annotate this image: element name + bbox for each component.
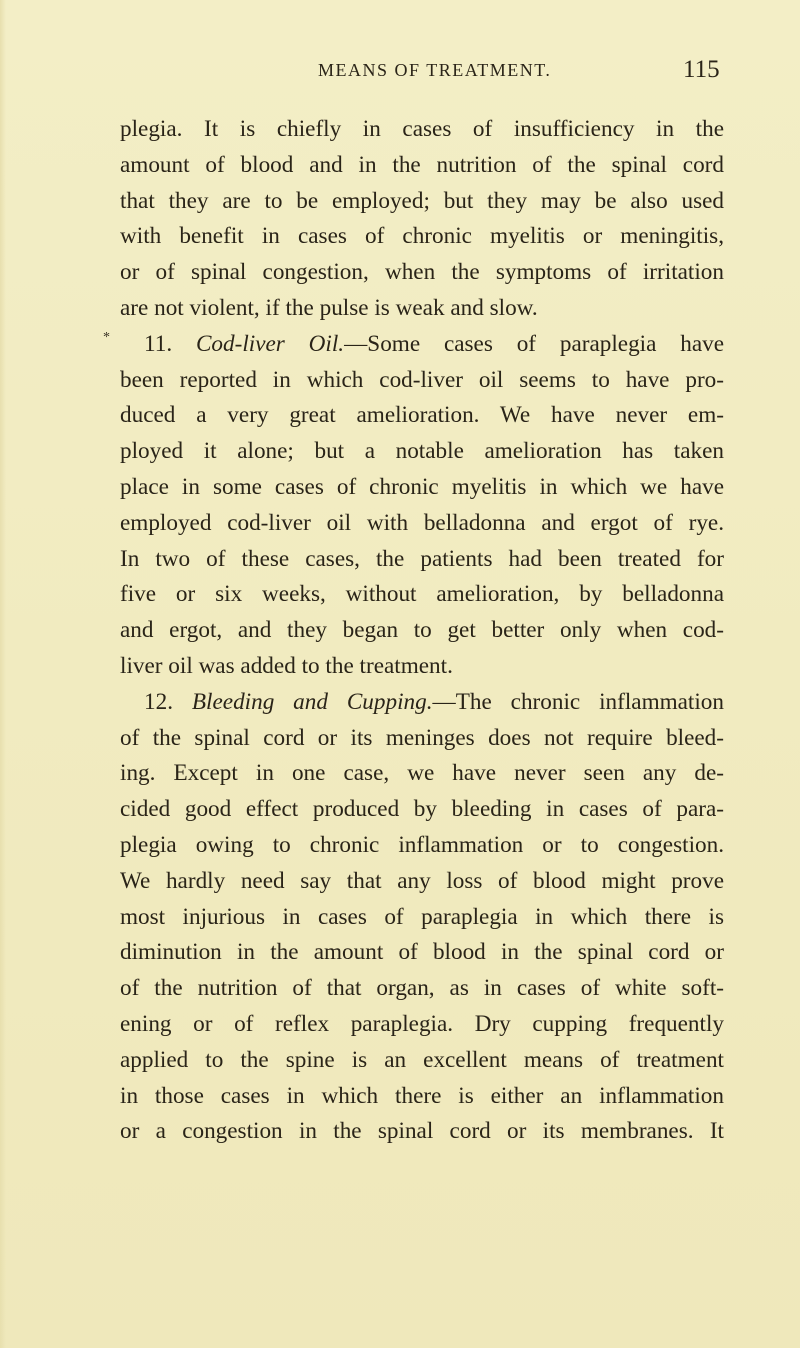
section-heading-line — [120, 685, 724, 721]
page-edge-shadow — [0, 0, 6, 1348]
text-line: ployed it alone; but a notable amelioration has taken — [120, 438, 724, 465]
paragraph-bleeding-and-cupping — [120, 685, 724, 1150]
text-line: employed cod-liver oil with belladonna and ergot of rye. — [120, 509, 724, 536]
text-line: duced a very great amelioration. We have never em- — [120, 402, 724, 429]
text-line: ening or of reflex paraplegia. Dry cupping frequently — [120, 1010, 724, 1037]
section-title: Bleeding and Cupping. — [191, 688, 433, 715]
paragraph-continuation — [120, 112, 724, 327]
text-line: place in some cases of chronic myelitis in which we have — [120, 473, 724, 500]
section-number: 11. — [144, 330, 173, 357]
text-line: liver oil was added to the treatment. — [120, 652, 453, 679]
text-line: of the spinal cord or its meninges does not require bleed- — [120, 724, 724, 751]
section-first-line-text: —The chronic inflammation — [432, 688, 724, 715]
text-line: been reported in which cod-liver oil seems to have pro- — [120, 366, 724, 393]
text-line: and ergot, and they began to get better only when cod- — [120, 617, 724, 644]
text-line: or of spinal congestion, when the symptoms of irritation — [120, 259, 724, 286]
text-line: amount of blood and in the nutrition of the spinal cord — [120, 151, 724, 178]
section-number: 12. — [144, 688, 173, 715]
running-head: MEANS OF TREATMENT. — [318, 60, 552, 80]
text-line: or a congestion in the spinal cord or its membranes. It — [120, 1118, 724, 1145]
text-line: in those cases in which there is either an inflammation — [120, 1082, 724, 1109]
text-line: of the nutrition of that organ, as in cases of white soft- — [120, 975, 724, 1002]
text-line: are not violent, if the pulse is weak and slow. — [120, 294, 538, 321]
text-line: five or six weeks, without amelioration, by belladonna — [120, 581, 724, 608]
body-text — [120, 112, 724, 1150]
page-header — [0, 56, 800, 92]
margin-mark: * — [103, 330, 110, 345]
text-line: most injurious in cases of paraplegia in which there is — [120, 903, 724, 930]
text-line: ing. Except in one case, we have never seen any de- — [120, 760, 724, 787]
text-line: that they are to be employed; but they may be also used — [120, 187, 724, 214]
text-line: diminution in the amount of blood in the spinal cord or — [120, 939, 724, 966]
text-line: In two of these cases, the patients had been treated for — [120, 545, 724, 572]
text-line: We hardly need say that any loss of blood might prove — [120, 867, 724, 894]
text-line: cided good effect produced by bleeding in cases of para- — [120, 796, 724, 823]
text-line: plegia. It is chiefly in cases of insufficiency in the — [120, 116, 724, 142]
paragraph-cod-liver-oil — [120, 327, 724, 685]
text-line: plegia owing to chronic inflammation or to congestion. — [120, 831, 724, 858]
text-line: with benefit in cases of chronic myelitis or meningitis, — [120, 223, 724, 250]
section-title: Cod-liver Oil. — [195, 330, 345, 357]
text-line: applied to the spine is an excellent means of treatment — [120, 1046, 724, 1073]
section-heading-line — [120, 327, 724, 363]
section-first-line-text: —Some cases of paraplegia have — [344, 330, 725, 357]
page-number: 115 — [683, 56, 720, 83]
